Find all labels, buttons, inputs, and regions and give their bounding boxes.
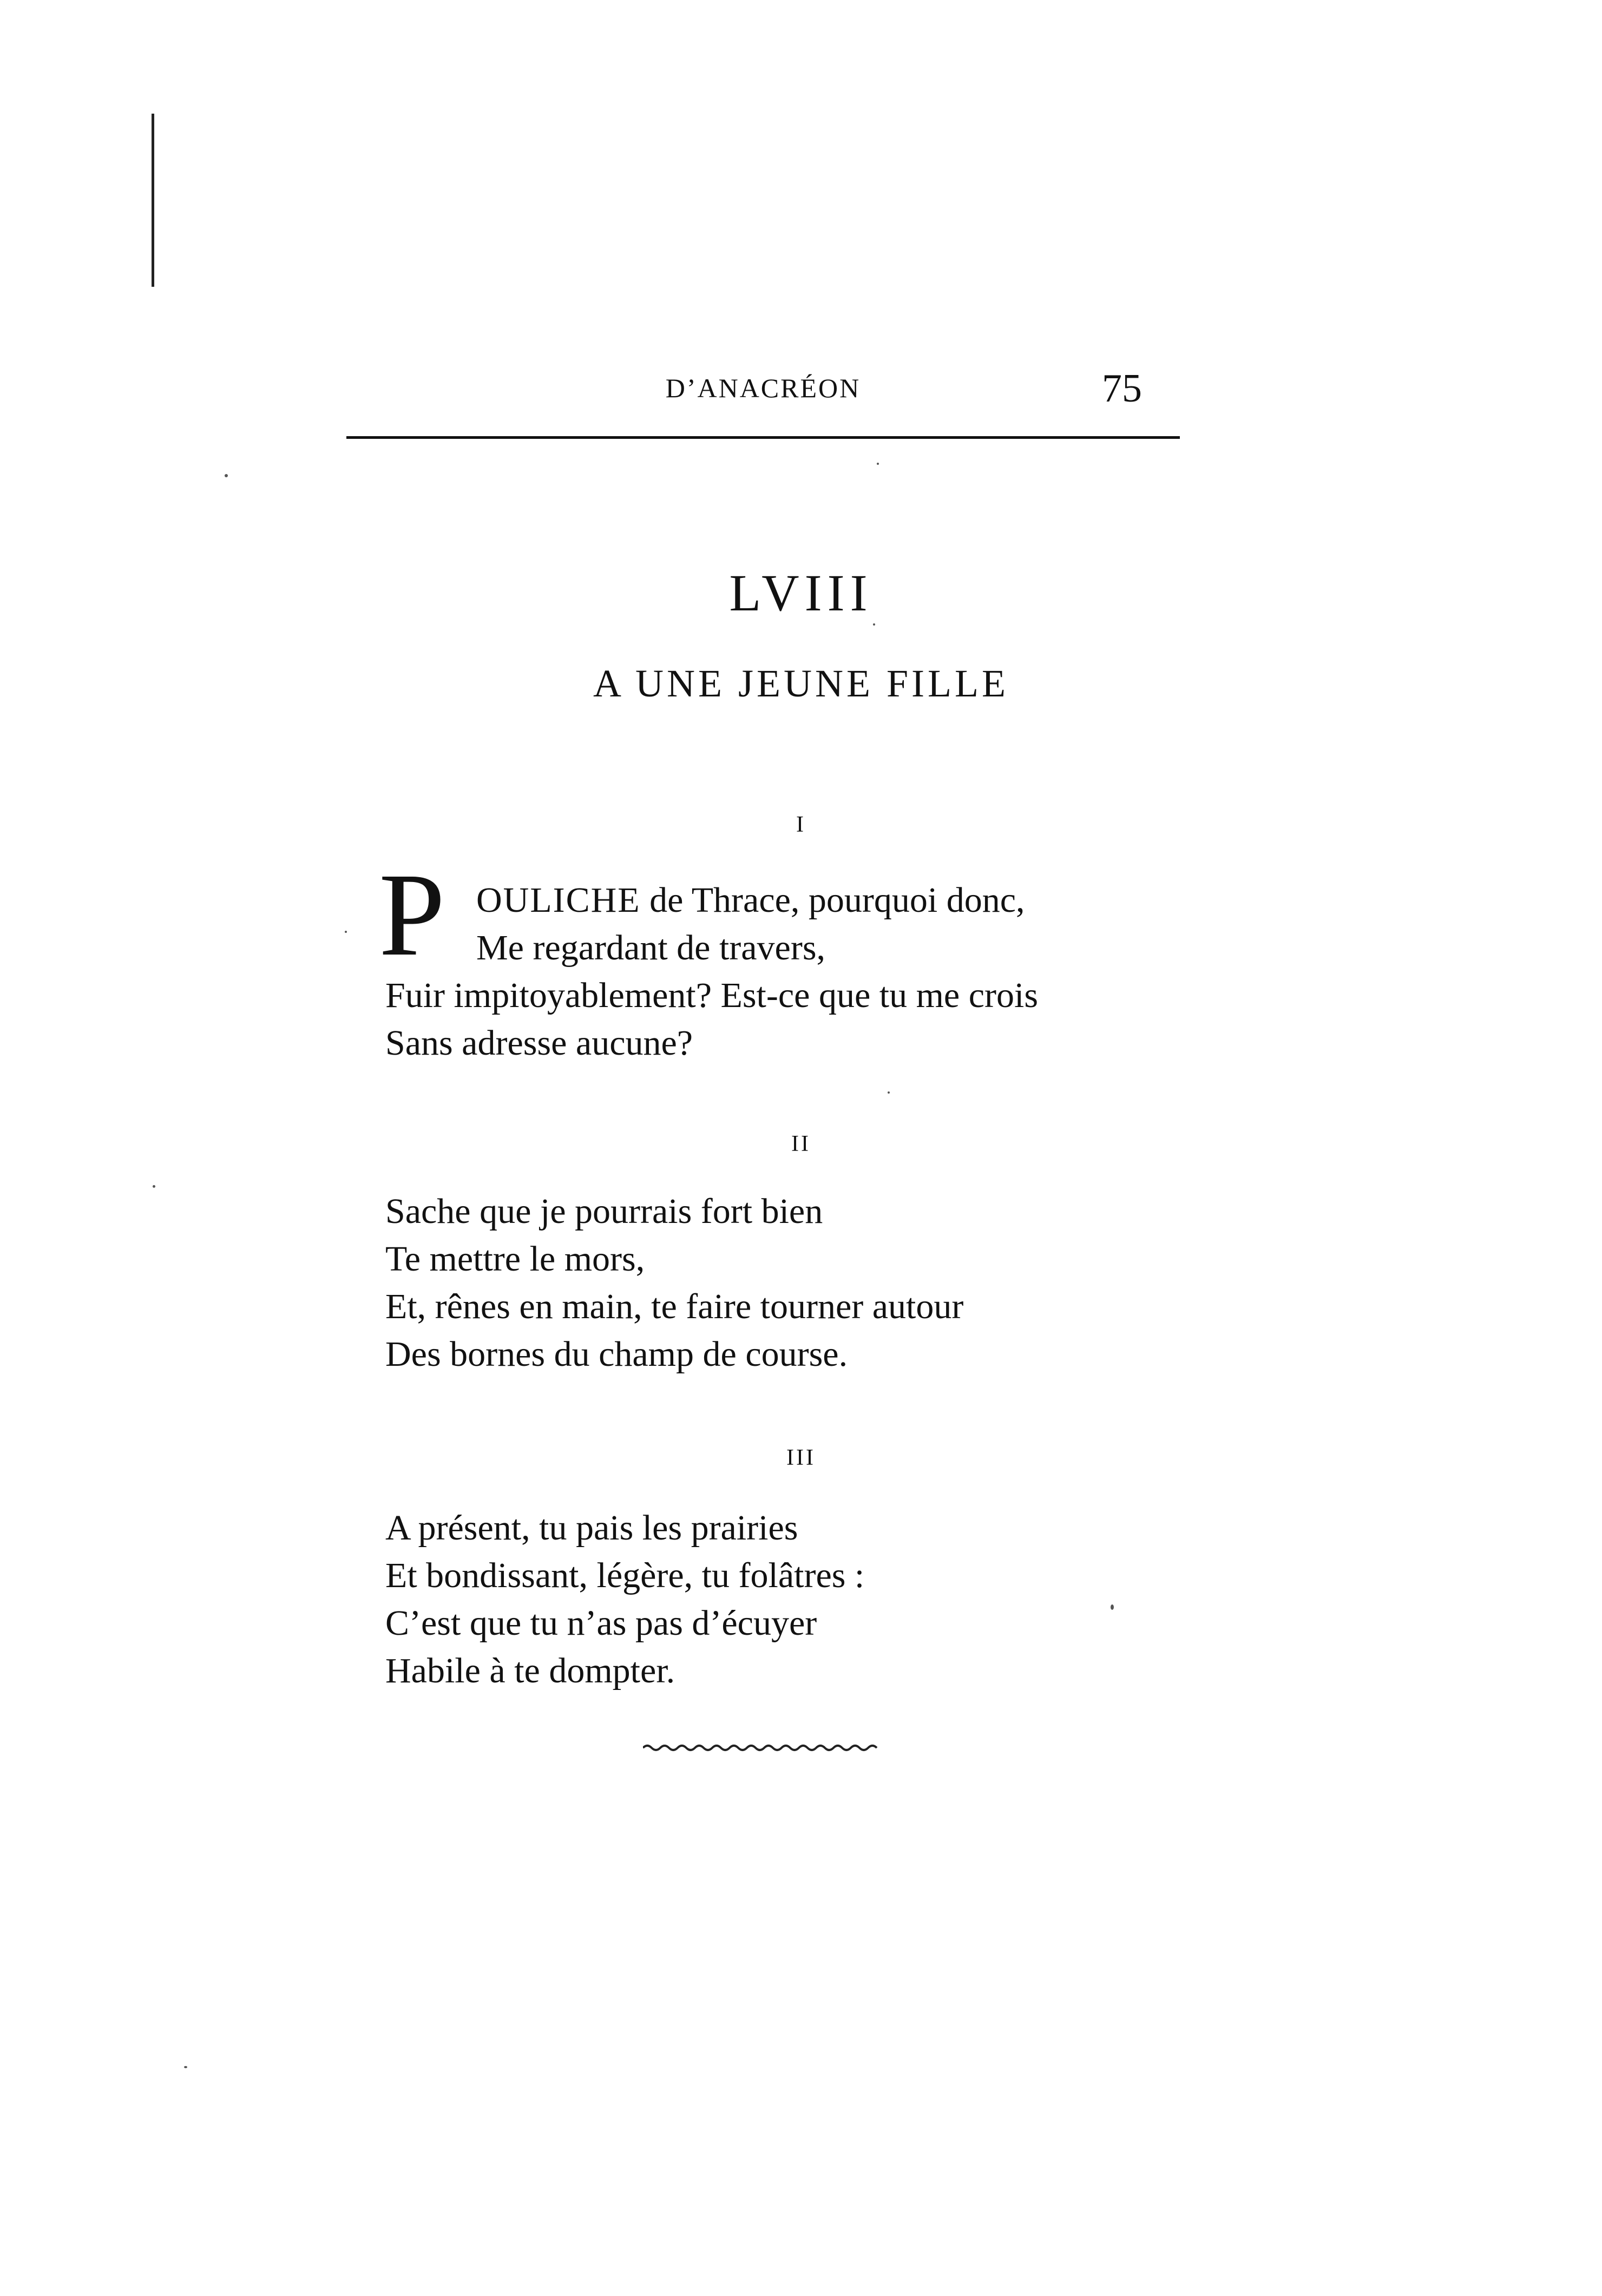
scan-speck (1111, 1604, 1114, 1610)
verse-line: C’est que tu n’as pas d’écuyer (385, 1603, 817, 1643)
verse-line: Et, rênes en main, te faire tourner autour (385, 1287, 964, 1326)
running-head (346, 366, 1180, 416)
stanza-2 (385, 1188, 963, 1378)
scan-edge-mark (152, 114, 154, 287)
stanza-1 (385, 877, 1038, 1067)
scan-speck (877, 463, 879, 465)
verse-line: Habile à te dompter. (385, 1651, 675, 1690)
wavy-ornament-icon (643, 1741, 881, 1758)
verse-line-text: de Thrace, pourquoi donc, (640, 880, 1025, 920)
poem-title: A UNE JEUNE FILLE (593, 662, 1009, 705)
first-word-small-caps: OULICHE (476, 880, 641, 920)
section-numeral-2: II (791, 1131, 811, 1156)
verse-line: A présent, tu pais les prairies (385, 1508, 798, 1548)
scan-speck (153, 1185, 155, 1188)
verse-line: Me regardant de travers, (476, 928, 826, 968)
verse-line: Fuir impitoyablement? Est-ce que tu me crois (385, 976, 1039, 1015)
scan-speck (888, 1091, 890, 1094)
verse-line: Te mettre le mors, (385, 1239, 645, 1279)
drop-cap: P (379, 848, 445, 981)
verse-line: Sache que je pourrais fort bien (385, 1192, 823, 1231)
page-number: 75 (1102, 366, 1142, 411)
scan-speck (225, 474, 228, 477)
section-numeral-1: I (796, 812, 806, 837)
running-title: D’ANACRÉON (665, 373, 861, 403)
scan-speck (184, 2066, 187, 2068)
scan-speck (345, 931, 347, 933)
poem-number: LVIII (729, 564, 873, 622)
scan-speck (873, 623, 875, 626)
section-numeral-3: III (786, 1445, 816, 1470)
header-rule (346, 436, 1180, 439)
verse-line: Sans adresse aucune? (385, 1023, 693, 1063)
stanza-3 (385, 1504, 864, 1695)
verse-line: Des bornes du champ de course. (385, 1334, 848, 1374)
verse-line: Et bondissant, légère, tu folâtres : (385, 1556, 865, 1595)
verse-line (385, 877, 1038, 924)
